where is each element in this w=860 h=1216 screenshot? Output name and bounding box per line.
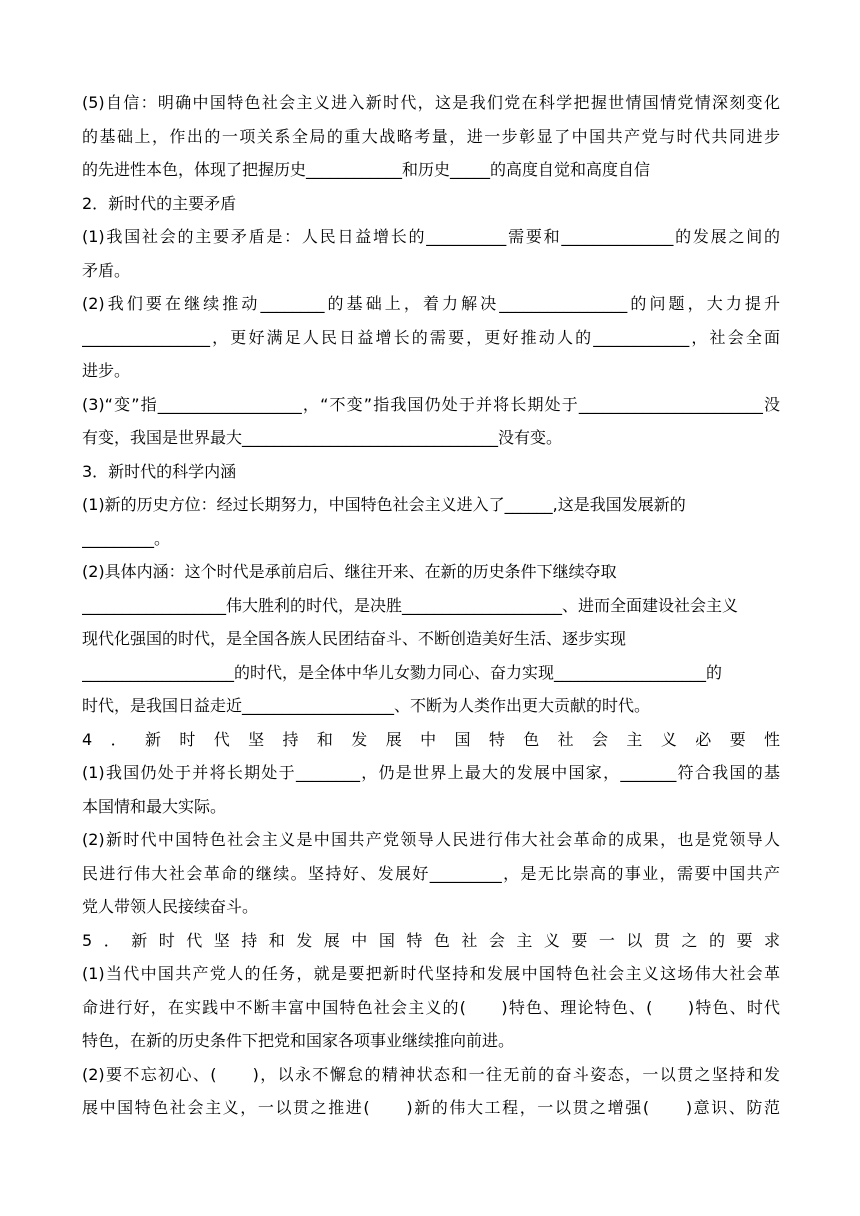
text-line: 本国情和最大实际。 bbox=[82, 796, 227, 816]
text-line: 现代化强国的时代，是全国各族人民团结奋斗、不断创造美好生活、逐步实现 bbox=[82, 629, 627, 648]
text-line: 党人带领人民接续奋斗。 bbox=[82, 897, 259, 916]
text-line: 进步。 bbox=[82, 361, 131, 380]
text-line: 命进行好，在实践中不断丰富中国特色社会主义的( )特色、理论特色、( )特色、时代 bbox=[82, 997, 780, 1017]
text-line: (3)“变”指__________________，“不变”指我国仍处于并将长期处于_______________________没 bbox=[82, 394, 780, 414]
text-line: (2)我们要在继续推动________的基础上，着力解决________________的问题，大力提升 bbox=[82, 294, 780, 313]
text-line: 的先进性本色，体现了把握历史____________和历史_____的高度自觉和高度自信 bbox=[82, 160, 651, 179]
text-line: 时代，是我国日益走近___________________、不断为人类作出更大贡献的时代。 bbox=[82, 696, 651, 715]
text-line: 展中国特色社会主义，一以贯之推进( )新的伟大工程，一以贯之增强( )意识、防范 bbox=[82, 1098, 780, 1117]
text-line: (1)新的历史方位：经过长期努力，中国特色社会主义进入了______,这是我国发展新的 bbox=[82, 495, 686, 514]
text-line: 矛盾。 bbox=[82, 260, 131, 280]
text-line: (1)当代中国共产党人的任务，就是要把新时代坚持和发展中国特色社会主义这场伟大社会革 bbox=[82, 964, 780, 983]
text-line: _________。 bbox=[82, 528, 171, 548]
document-body bbox=[82, 86, 780, 1125]
text-line: (1)我国社会的主要矛盾是：人民日益增长的__________需要和______________的发展之间的 bbox=[82, 227, 780, 246]
text-line: 有变，我国是世界最大________________________________没有变。 bbox=[82, 428, 563, 447]
text-line: ________________，更好满足人民日益增长的需要，更好推动人的____________，社会全面 bbox=[82, 327, 780, 347]
text-line: __________________伟大胜利的时代，是决胜____________________、进而全面建设社会主义 bbox=[82, 595, 739, 615]
section-heading: 4．新时代坚持和发展中国特色社会主义必要性 bbox=[82, 729, 780, 749]
text-line: ___________________的时代，是全体中华儿女勠力同心、奋力实现___________________的 bbox=[82, 662, 723, 682]
text-line: (2)具体内涵：这个时代是承前启后、继往开来、在新的历史条件下继续夺取 bbox=[82, 562, 617, 581]
text-line: (2)新时代中国特色社会主义是中国共产党领导人民进行伟大社会革命的成果，也是党领导人 bbox=[82, 830, 780, 849]
text-line: 的基础上，作出的一项关系全局的重大战略考量，进一步彰显了中国共产党与时代共同进步 bbox=[82, 126, 780, 146]
text-line: 民进行伟大社会革命的继续。坚持好、发展好_________，是无比崇高的事业，需要中国共产 bbox=[82, 863, 780, 883]
text-line: (5)自信：明确中国特色社会主义进入新时代，这是我们党在科学把握世情国情党情深刻变化 bbox=[82, 93, 780, 112]
text-line: (1)我国仍处于并将长期处于________，仍是世界上最大的发展中国家，_______符合我国的基 bbox=[82, 763, 780, 782]
text-line: (2)要不忘初心、( )，以永不懈怠的精神状态和一往无前的奋斗姿态，一以贯之坚持和发 bbox=[82, 1064, 780, 1084]
section-heading: 3．新时代的科学内涵 bbox=[82, 461, 237, 481]
text-line: 特色，在新的历史条件下把党和国家各项事业继续推向前进。 bbox=[82, 1031, 515, 1050]
section-heading: 2．新时代的主要矛盾 bbox=[82, 193, 237, 213]
section-heading: 5．新时代坚持和发展中国特色社会主义要一以贯之的要求 bbox=[82, 930, 780, 950]
